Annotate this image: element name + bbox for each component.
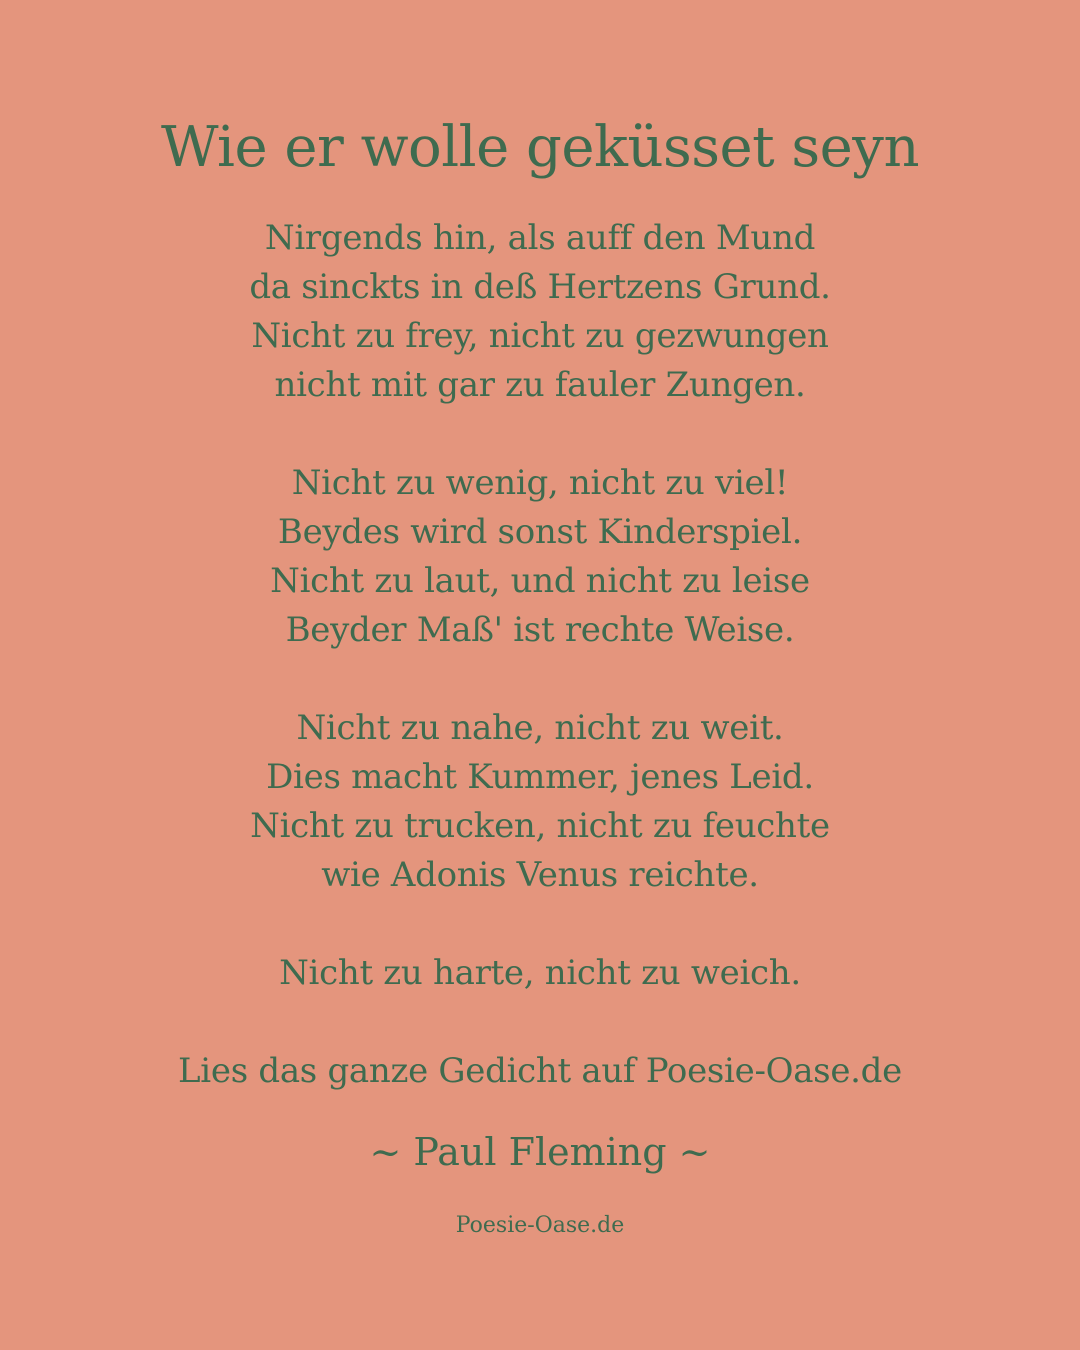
poem-line: Beydes wird sonst Kinderspiel. bbox=[277, 512, 803, 552]
poem-line: Nirgends hin, als auff den Mund bbox=[264, 218, 816, 258]
poem-line: Nicht zu wenig, nicht zu viel! bbox=[291, 463, 789, 503]
poem-line: nicht mit gar zu fauler Zungen. bbox=[274, 365, 806, 405]
poem-line: Nicht zu trucken, nicht zu feuchte bbox=[250, 806, 830, 846]
poem-line: wie Adonis Venus reichte. bbox=[321, 855, 759, 895]
brand-footer: Poesie-Oase.de bbox=[455, 1213, 625, 1238]
stanza-1 bbox=[0, 214, 1080, 410]
poem-line: Beyder Maß' ist rechte Weise. bbox=[285, 610, 795, 650]
stanza-3 bbox=[0, 704, 1080, 900]
poem-line: Nicht zu harte, nicht zu weich. bbox=[279, 953, 801, 993]
poem-line: da sinckts in deß Hertzens Grund. bbox=[249, 267, 831, 307]
poem-line: Nicht zu laut, und nicht zu leise bbox=[270, 561, 810, 601]
poem-body bbox=[0, 214, 1080, 1047]
poem-line: Dies macht Kummer, jenes Leid. bbox=[266, 757, 814, 797]
read-more-text: Lies das ganze Gedicht auf Poesie-Oase.de bbox=[178, 1051, 902, 1091]
stanza-4 bbox=[0, 949, 1080, 998]
poem-title: Wie er wolle geküsset seyn bbox=[160, 115, 920, 180]
stanza-2 bbox=[0, 459, 1080, 655]
poem-author: ~ Paul Fleming ~ bbox=[369, 1130, 711, 1174]
poem-line: Nicht zu frey, nicht zu gezwungen bbox=[251, 316, 829, 356]
poem-line: Nicht zu nahe, nicht zu weit. bbox=[296, 708, 784, 748]
